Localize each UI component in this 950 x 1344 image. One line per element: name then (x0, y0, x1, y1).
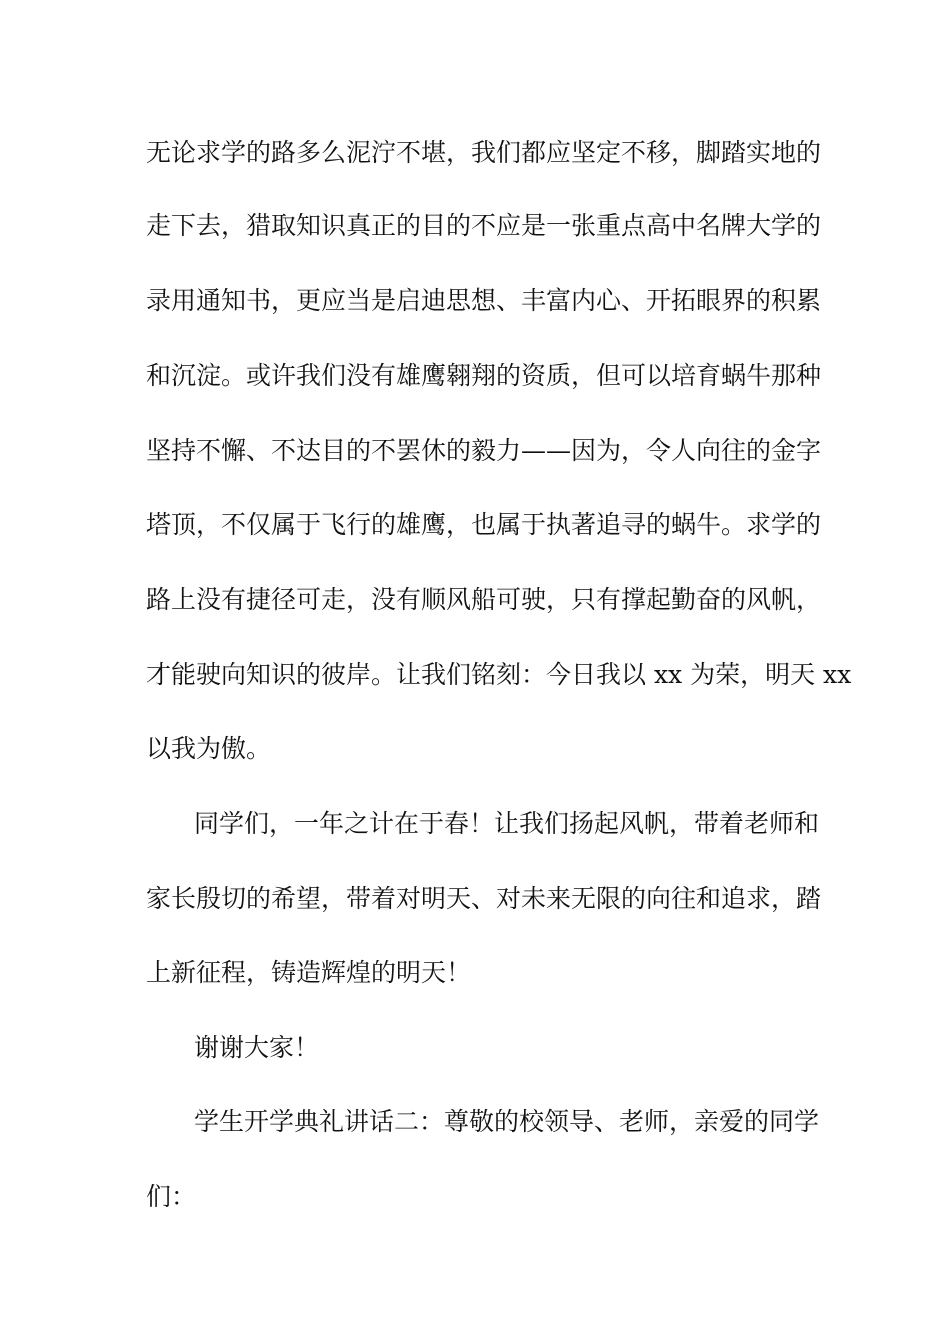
paragraph-line: 学生开学典礼讲话二：尊敬的校领导、老师，亲爱的同学 (194, 1107, 820, 1136)
paragraph-line: 坚持不懈、不达目的不罢休的毅力——因为，令人向往的金字 (146, 436, 822, 465)
paragraph-line: 上新征程，铸造辉煌的明天！ (146, 958, 472, 987)
paragraph-line: 走下去，猎取知识真正的目的不应是一张重点高中名牌大学的 (146, 211, 822, 240)
paragraph-line: 才能驶向知识的彼岸。让我们铭刻：今日我以 xx 为荣，明天 xx (146, 660, 852, 689)
paragraph-line: 们： (146, 1182, 197, 1211)
paragraph-line: 谢谢大家！ (194, 1033, 320, 1062)
paragraph-line: 以我为傲。 (146, 734, 272, 763)
paragraph-line: 和沉淀。或许我们没有雄鹰翱翔的资质，但可以培育蜗牛那种 (146, 361, 822, 390)
paragraph-line: 同学们，一年之计在于春！让我们扬起风帆，带着老师和 (194, 809, 820, 838)
paragraph-line: 录用通知书，更应当是启迪思想、丰富内心、开拓眼界的积累 (146, 286, 822, 315)
paragraph-line: 家长殷切的希望，带着对明天、对未来无限的向往和追求，踏 (146, 884, 822, 913)
paragraph-line: 无论求学的路多么泥泞不堪，我们都应坚定不移，脚踏实地的 (146, 138, 822, 167)
paragraph-line: 路上没有捷径可走，没有顺风船可驶，只有撑起勤奋的风帆， (146, 585, 822, 614)
paragraph-line: 塔顶，不仅属于飞行的雄鹰，也属于执著追寻的蜗牛。求学的 (146, 510, 822, 539)
